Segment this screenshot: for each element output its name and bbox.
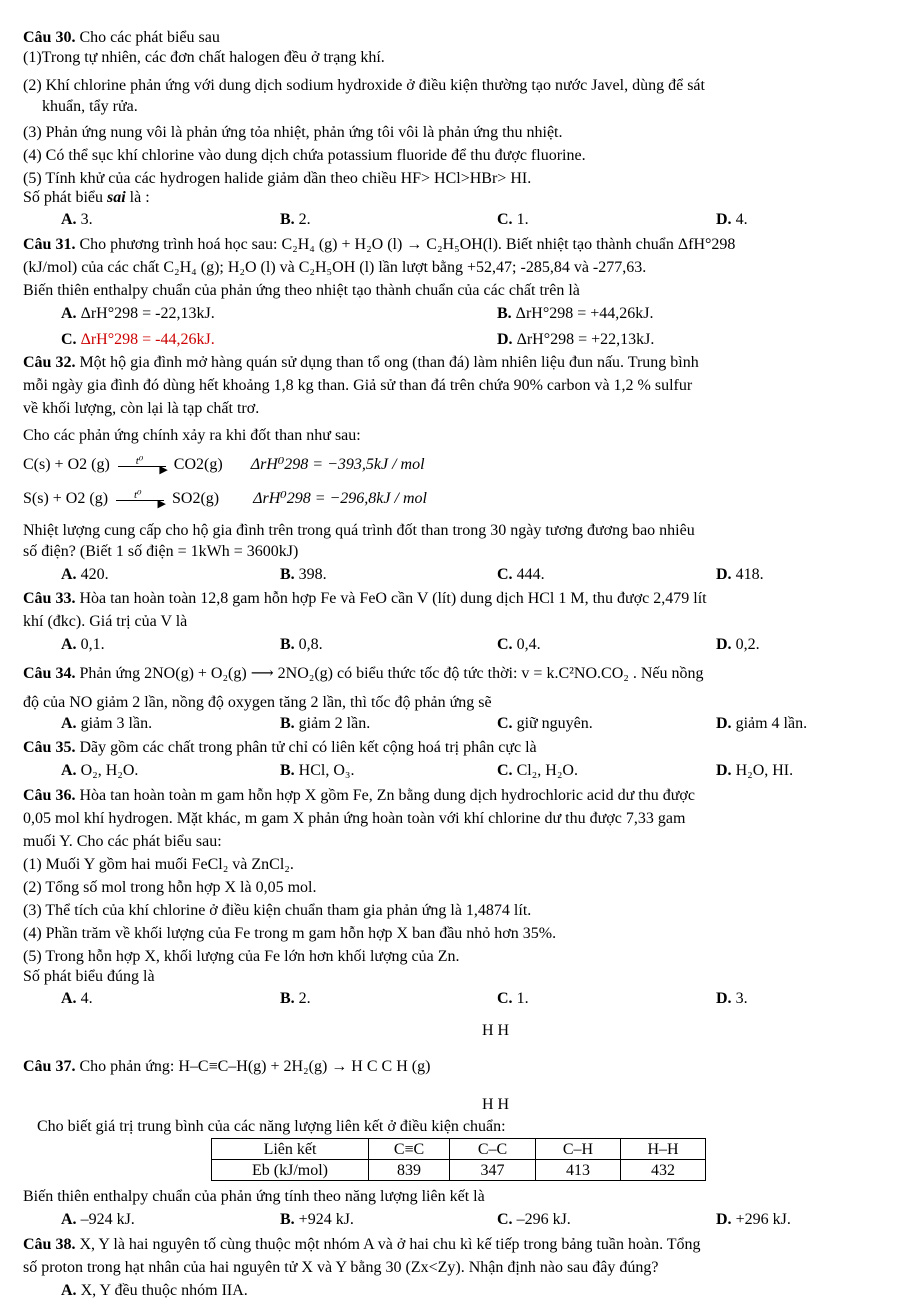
q36-statement-2: (2) Tổng số mol trong hỗn hợp X là 0,05 mol. bbox=[23, 879, 317, 896]
q30-statement-4: (4) Có thể sục khí chlorine vào dung dịch chứa potassium fluoride để thu được fluorine. bbox=[23, 147, 586, 164]
q30-option-c[interactable]: C. 1. bbox=[497, 211, 529, 228]
q37-structure-top-h: H H bbox=[482, 1022, 510, 1039]
table-cell: C–H bbox=[536, 1139, 621, 1160]
q38-stem-2: số proton trong hạt nhân của hai nguyên tử X và Y bằng 30 (Zx<Zy). Nhận định nào sau đây đúng? bbox=[23, 1259, 659, 1276]
q31-stem-3: Biến thiên enthalpy chuẩn của phản ứng theo nhiệt tạo thành chuẩn của các chất trên là bbox=[23, 282, 580, 299]
q36-option-b[interactable]: B. 2. bbox=[280, 990, 311, 1007]
q30-statement-1: (1)Trong tự nhiên, các đơn chất halogen đều ở trạng khí. bbox=[23, 49, 385, 66]
q37-stem: Câu 37. Cho phản ứng: H–C≡C–H(g) + 2H₂(g) → H C C H (g) bbox=[23, 1058, 431, 1075]
q36-statement-3: (3) Thể tích của khí chlorine ở điều kiện chuẩn tham gia phản ứng là 1,4874 lít. bbox=[23, 902, 532, 919]
reaction-arrow-icon: t⁰ ▶ bbox=[116, 498, 164, 501]
q32-stem-6: số điện? (Biết 1 số điện = 1kWh = 3600kJ) bbox=[23, 543, 299, 560]
q32-option-d[interactable]: D. 418. bbox=[716, 566, 764, 583]
q32-option-b[interactable]: B. 398. bbox=[280, 566, 327, 583]
q37-option-b[interactable]: B. +924 kJ. bbox=[280, 1211, 354, 1228]
q37-option-d[interactable]: D. +296 kJ. bbox=[716, 1211, 791, 1228]
q36-option-c[interactable]: C. 1. bbox=[497, 990, 529, 1007]
q32-stem-4: Cho các phản ứng chính xảy ra khi đốt than như sau: bbox=[23, 427, 361, 444]
table-header-row bbox=[212, 1139, 706, 1160]
q34-option-a[interactable]: A. giảm 3 lần. bbox=[61, 715, 153, 732]
q34-stem-2: độ của NO giảm 2 lần, nồng độ oxygen tăng 2 lần, thì tốc độ phản ứng sẽ bbox=[23, 694, 492, 711]
q30-statement-3: (3) Phản ứng nung vôi là phản ứng tỏa nhiệt, phản ứng tôi vôi là phản ứng thu nhiệt. bbox=[23, 124, 563, 141]
table-cell: C–C bbox=[450, 1139, 536, 1160]
q32-equation-1: C(s) + O2 (g) t⁰ ▶ CO2(g) ΔrH⁰298 = −393,5kJ / mol bbox=[23, 454, 425, 476]
q33-option-c[interactable]: C. 0,4. bbox=[497, 636, 541, 653]
q37-question: Biến thiên enthalpy chuẩn của phản ứng tính theo năng lượng liên kết là bbox=[23, 1188, 485, 1205]
q35-option-a[interactable]: A. O₂, H₂O. bbox=[61, 762, 139, 779]
table-cell: H–H bbox=[621, 1139, 706, 1160]
q36-stem: Câu 36. Hòa tan hoàn toàn m gam hỗn hợp X gồm Fe, Zn bằng dung dịch hydrochloric acid dư thu được bbox=[23, 787, 695, 804]
q32-option-a[interactable]: A. 420. bbox=[61, 566, 109, 583]
q31-option-a[interactable]: A. ΔrH°298 = -22,13kJ. bbox=[61, 305, 215, 322]
q37-stem-2: Cho biết giá trị trung bình của các năng lượng liên kết ở điều kiện chuẩn: bbox=[37, 1118, 506, 1135]
table-cell: 432 bbox=[621, 1160, 706, 1181]
reaction-arrow-icon: t⁰ ▶ bbox=[118, 464, 166, 467]
q38-stem: Câu 38. X, Y là hai nguyên tố cùng thuộc một nhóm A và ở hai chu kì kế tiếp trong bảng tuần hoàn. Tổng bbox=[23, 1236, 701, 1253]
q32-option-c[interactable]: C. 444. bbox=[497, 566, 545, 583]
table-cell: Liên kết bbox=[212, 1139, 369, 1160]
table-row bbox=[212, 1160, 706, 1181]
q35-option-b[interactable]: B. HCl, O₃. bbox=[280, 762, 355, 779]
q30-option-b[interactable]: B. 2. bbox=[280, 211, 311, 228]
q32-stem-2: mỗi ngày gia đình đó dùng hết khoảng 1,8 kg than. Giả sử than đá trên chứa 90% carbon và 1,2 % sulfur bbox=[23, 377, 693, 394]
table-cell: 839 bbox=[369, 1160, 450, 1181]
q36-statement-5: (5) Trong hỗn hợp X, khối lượng của Fe lớn hơn khối lượng của Zn. bbox=[23, 948, 460, 965]
q31-stem-2: (kJ/mol) của các chất C₂H₄ (g); H₂O (l) và C₂H₅OH (l) lần lượt bằng +52,47; -285,84 và -277,63. bbox=[23, 259, 647, 276]
q34-option-c[interactable]: C. giữ nguyên. bbox=[497, 715, 593, 732]
q35-option-d[interactable]: D. H₂O, HI. bbox=[716, 762, 794, 779]
q31-option-c[interactable]: C. ΔrH°298 = -44,26kJ. bbox=[61, 331, 215, 348]
q38-option-a[interactable]: A. X, Y đều thuộc nhóm IIA. bbox=[61, 1282, 248, 1299]
table-cell: Eb (kJ/mol) bbox=[212, 1160, 369, 1181]
q31-stem: Câu 31. Cho phương trình hoá học sau: C₂H₄ (g) + H₂O (l) → C₂H₅OH(l). Biết nhiệt tạo thành chuẩn ΔfH°298 bbox=[23, 236, 736, 253]
q34-option-d[interactable]: D. giảm 4 lần. bbox=[716, 715, 808, 732]
q34-stem: Câu 34. Phản ứng 2NO(g) + O₂(g) ⟶ 2NO₂(g) có biểu thức tốc độ tức thời: v = k.C²NO.CO₂ . Nếu nồng bbox=[23, 665, 704, 682]
q33-stem-2: khí (đkc). Giá trị của V là bbox=[23, 613, 188, 630]
q36-question: Số phát biểu đúng là bbox=[23, 968, 155, 985]
q30-statement-5: (5) Tính khử của các hydrogen halide giảm dần theo chiều HF> HCl>HBr> HI. bbox=[23, 170, 532, 187]
q32-equation-2: S(s) + O2 (g) t⁰ ▶ SO2(g) ΔrH⁰298 = −296,8kJ / mol bbox=[23, 488, 427, 510]
q31-option-b[interactable]: B. ΔrH°298 = +44,26kJ. bbox=[497, 305, 654, 322]
q37-option-a[interactable]: A. –924 kJ. bbox=[61, 1211, 135, 1228]
q33-option-d[interactable]: D. 0,2. bbox=[716, 636, 760, 653]
q35-option-c[interactable]: C. Cl₂, H₂O. bbox=[497, 762, 578, 779]
table-cell: 413 bbox=[536, 1160, 621, 1181]
q36-stem-3: muối Y. Cho các phát biểu sau: bbox=[23, 833, 222, 850]
q33-stem: Câu 33. Hòa tan hoàn toàn 12,8 gam hỗn hợp Fe và FeO cần V (lít) dung dịch HCl 1 M, thu được 2,479 lít bbox=[23, 590, 707, 607]
q30-stem: Câu 30. Cho các phát biểu sau bbox=[23, 29, 220, 46]
q33-option-a[interactable]: A. 0,1. bbox=[61, 636, 105, 653]
q32-stem: Câu 32. Một hộ gia đình mở hàng quán sử dụng than tổ ong (than đá) làm nhiên liệu đun nấu. Trung bình bbox=[23, 354, 699, 371]
q30-question: Số phát biểu sai là : bbox=[23, 189, 150, 206]
q36-option-a[interactable]: A. 4. bbox=[61, 990, 93, 1007]
table-cell: 347 bbox=[450, 1160, 536, 1181]
q30-option-d[interactable]: D. 4. bbox=[716, 211, 748, 228]
table-cell: C≡C bbox=[369, 1139, 450, 1160]
q33-option-b[interactable]: B. 0,8. bbox=[280, 636, 323, 653]
q36-statement-1: (1) Muối Y gồm hai muối FeCl₂ và ZnCl₂. bbox=[23, 856, 294, 873]
q36-statement-4: (4) Phần trăm về khối lượng của Fe trong m gam hỗn hợp X ban đầu nhỏ hơn 35%. bbox=[23, 925, 557, 942]
q35-stem: Câu 35. Dãy gồm các chất trong phân tử chỉ có liên kết cộng hoá trị phân cực là bbox=[23, 739, 537, 756]
q32-stem-3: về khối lượng, còn lại là tạp chất trơ. bbox=[23, 400, 260, 417]
q36-stem-2: 0,05 mol khí hydrogen. Mặt khác, m gam X phản ứng hoàn toàn với khí chlorine dư thu được 7,33 gam bbox=[23, 810, 686, 827]
q30-statement-2: (2) Khí chlorine phản ứng với dung dịch sodium hydroxide ở điều kiện thường tạo nước Javel, dùng để sát bbox=[23, 77, 705, 94]
q30-option-a[interactable]: A. 3. bbox=[61, 211, 93, 228]
q30-statement-2-cont: khuẩn, tẩy rửa. bbox=[42, 98, 138, 115]
q37-structure-bottom-h: H H bbox=[482, 1096, 510, 1113]
q37-option-c[interactable]: C. –296 kJ. bbox=[497, 1211, 571, 1228]
bond-energy-table bbox=[211, 1138, 706, 1181]
q31-option-d[interactable]: D. ΔrH°298 = +22,13kJ. bbox=[497, 331, 655, 348]
q32-stem-5: Nhiệt lượng cung cấp cho hộ gia đình trên trong quá trình đốt than trong 30 ngày tương đương bao nhiêu bbox=[23, 522, 695, 539]
q36-option-d[interactable]: D. 3. bbox=[716, 990, 748, 1007]
q34-option-b[interactable]: B. giảm 2 lần. bbox=[280, 715, 371, 732]
